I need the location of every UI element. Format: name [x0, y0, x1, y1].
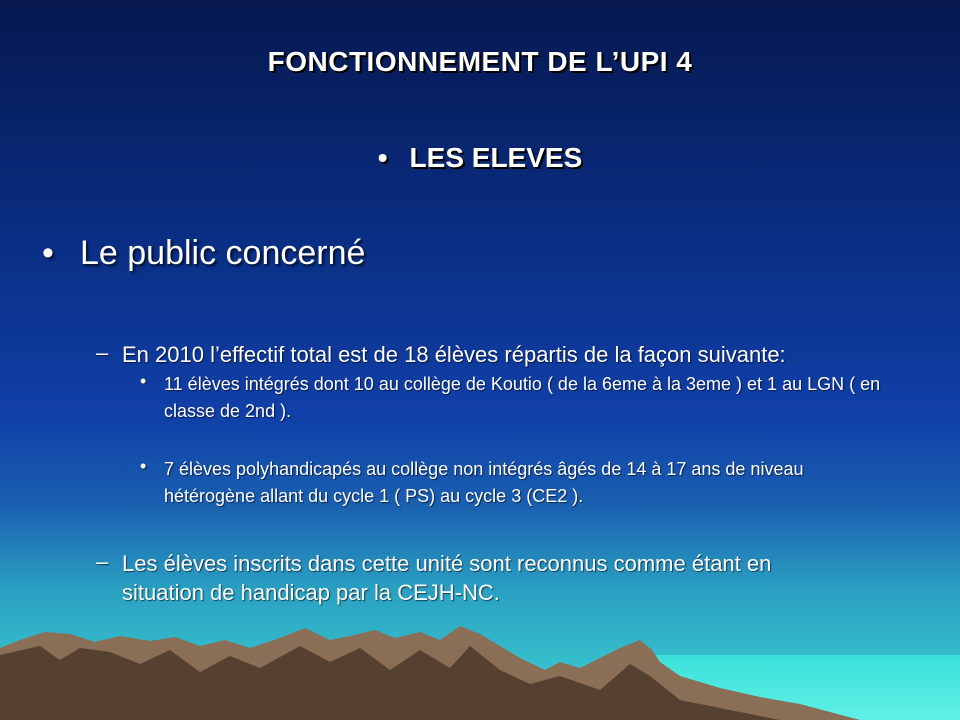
- subtitle-text: LES ELEVES: [409, 142, 583, 173]
- subtitle-bullet: •: [377, 142, 388, 173]
- sub-bullet: •: [140, 371, 147, 391]
- heading-bullet: •: [42, 234, 54, 272]
- slide-title: FONCTIONNEMENT DE L’UPI 4: [267, 46, 693, 77]
- point2-text: Les élèves inscrits dans cette unité sont reconnus comme étant en situation de handicap par la CEJH-NC.: [122, 551, 772, 605]
- dash-bullet: –: [96, 340, 109, 365]
- heading-text: Le public concerné: [80, 234, 366, 272]
- point1-text: En 2010 l’effectif total est de 18 élèves répartis de la façon suivante:: [122, 342, 786, 367]
- sub1-text: 11 élèves intégrés dont 10 au collège de Koutio ( de la 6eme à la 3eme ) et 1 au LGN ( en classe de 2nd ).: [164, 374, 881, 421]
- sub-bullet: •: [140, 456, 147, 476]
- subtitle: [0, 142, 960, 174]
- dash-bullet: –: [96, 549, 109, 574]
- sub2-text: 7 élèves polyhandicapés au collège non intégrés âgés de 14 à 17 ans de niveau hétérogène allant du cycle 1 ( PS) au cycle 3 (CE2 ).: [164, 459, 804, 506]
